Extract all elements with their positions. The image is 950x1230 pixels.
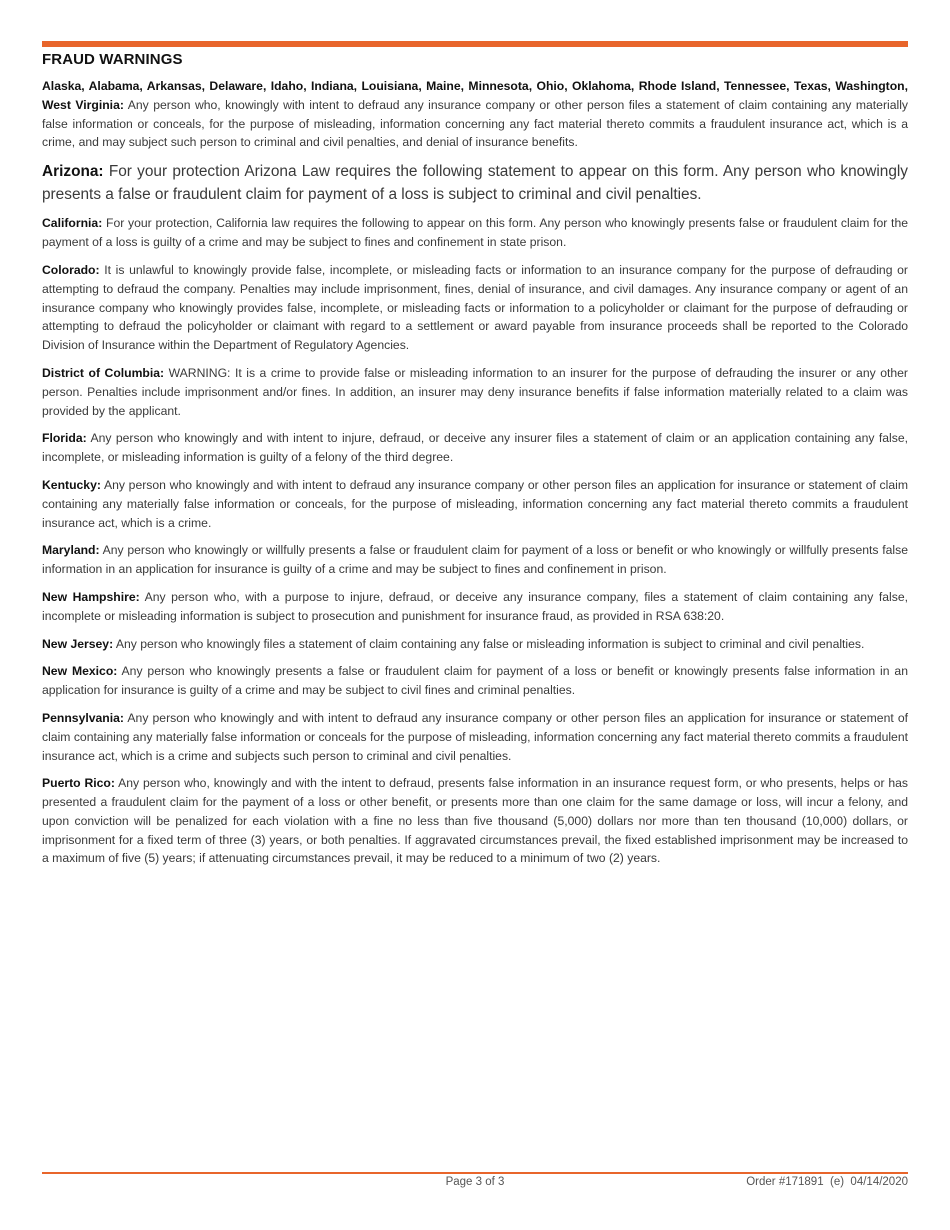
page-number: Page 3 of 3 — [445, 1176, 505, 1188]
warning-paragraph-new-hampshire — [42, 588, 908, 626]
warning-paragraph-puerto-rico — [42, 774, 908, 868]
state-label: Alaska, Alabama, Arkansas, Delaware, Idaho, Indiana, Louisiana, Maine, Minnesota, Ohio, Oklahoma, Rhode Island, Tennessee, Texas, Washington, West Virginia: — [42, 79, 908, 112]
warning-text: Any person who knowingly or willfully presents a false or fraudulent claim for payment of a loss or benefit or who knowingly or willfully presents false information in an application for insurance is guilty of a crime and may be subject to fines and confinement in prison. — [42, 543, 908, 577]
warning-text: For your protection, California law requires the following to appear on this form. Any person who knowingly presents false or fraudulent claim for the payment of a loss is guilty of a crime and may be subject to fines and confinement in state prison. — [42, 216, 908, 250]
state-label: Kentucky: — [42, 477, 101, 492]
state-label: New Hampshire: — [42, 589, 140, 604]
state-label: District of Columbia: — [42, 365, 165, 380]
state-label: Pennsylvania: — [42, 710, 124, 725]
warning-paragraph-maryland — [42, 541, 908, 579]
state-label: Maryland: — [42, 543, 100, 558]
warning-paragraph-arizona — [42, 161, 908, 206]
warning-text: Any person who knowingly and with intent to defraud any insurance company or other person files an application for insurance or statement of claim containing any materially false information or conceals for the purpose of misleading, information concerning any fact material thereto commits a fraudulent insurance act, which is a crime and subjects such person to criminal and civil penalties. — [42, 710, 908, 763]
warning-paragraph-new-jersey — [42, 635, 908, 654]
state-label: Colorado: — [42, 262, 100, 277]
state-label: California: — [42, 216, 103, 231]
warning-text: Any person who knowingly and with intent to defraud any insurance company or other person files an application for insurance or statement of claim containing any materially false information or conceals, for the purpose of misleading, information concerning any fact material thereto commits a fraudulent insurance act, which is a crime. — [42, 477, 908, 530]
fraud-warnings-body — [42, 77, 908, 877]
page-title: FRAUD WARNINGS — [42, 51, 183, 68]
state-label: New Mexico: — [42, 664, 118, 679]
warning-paragraph-california — [42, 214, 908, 252]
order-reference: Order #171891 (e) 04/14/2020 — [746, 1176, 908, 1188]
header-accent-rule — [42, 41, 908, 47]
warning-text: Any person who knowingly and with intent to injure, defraud, or deceive any insurer files a statement of claim or an application containing any false, incomplete, or misleading information is guilty of a felony of the third degree. — [42, 431, 909, 465]
warning-text: Any person who, knowingly and with the intent to defraud, presents false information in an insurance request form, or who presents, helps or has presented a fraudulent claim for the payment of a loss or other benefit, or presents more than one claim for the same damage or loss, will incur a felony, and upon conviction will be penalized for each violation with a fine no less than five thousand (5,000) dollars nor more than ten thousand (10,000) dollars, or imprisonment for a fixed term of three (3) years, or both penalties. If aggravated circumstances prevail, the fixed established imprisonment may be increased to a maximum of five (5) years; if attenuating circumstances prevail, it may be reduced to a minimum of two (2) years. — [42, 776, 909, 866]
footer-accent-rule — [42, 1172, 908, 1174]
warning-text: WARNING: It is a crime to provide false or misleading information to an insurer for the purpose of defrauding the insurer or any other person. Penalties include imprisonment and/or fines. In addition, an insurer may deny insurance benefits if false information materially related to a claim was provided by the applicant. — [42, 365, 908, 418]
warning-paragraph-new-mexico — [42, 662, 908, 700]
state-label: Puerto Rico: — [42, 776, 115, 791]
warning-paragraph-district-of-columbia — [42, 364, 908, 420]
warning-paragraph-colorado — [42, 261, 908, 355]
warning-text: Any person who, with a purpose to injure, defraud, or deceive any insurance company, files a statement of claim containing any false, incomplete or misleading information is subject to prosecution and punishment for insurance fraud, as provided in RSA 638:20. — [42, 589, 908, 623]
warning-text: Any person who knowingly presents a false or fraudulent claim for payment of a loss or benefit or knowingly presents false information in an application for insurance is guilty of a crime and may be subject to civil fines and criminal penalties. — [42, 664, 908, 698]
warning-paragraph-multi-state — [42, 77, 908, 152]
warning-text: Any person who knowingly files a statement of claim containing any false or misleading information is subject to criminal and civil penalties. — [115, 636, 865, 651]
warning-paragraph-kentucky — [42, 476, 908, 532]
state-label: Arizona: — [42, 163, 104, 181]
state-label: Florida: — [42, 431, 87, 446]
warning-text: For your protection Arizona Law requires the following statement to appear on this form. Any person who knowingly presents a false or fraudulent claim for payment of a loss is subject to criminal and civil penalties. — [42, 163, 908, 203]
warning-text: Any person who, knowingly with intent to defraud any insurance company or other person files a statement of claim containing any materially false information or conceals, for the purpose of misleading, information concerning any fact material thereto commits a fraudulent insurance act, which is a crime, and may subject such person to criminal and civil penalties, and denial of insurance benefits. — [42, 97, 908, 150]
warning-paragraph-pennsylvania — [42, 709, 908, 765]
warning-text: It is unlawful to knowingly provide false, incomplete, or misleading facts or information to an insurance company for the purpose of defrauding or attempting to defraud the company. Penalties may include imprisonment, fines, denial of insurance, and civil damages. Any insurance company or agent of an insurance company who knowingly provides false, incomplete, or misleading facts or information to a policyholder or claimant for the purpose of defrauding or attempting to defraud the policyholder or claimant with regard to a settlement or award payable from insurance proceeds shall be reported to the Colorado Division of Insurance within the Department of Regulatory Agencies. — [42, 262, 908, 353]
warning-paragraph-florida — [42, 429, 908, 467]
state-label: New Jersey: — [42, 636, 114, 651]
